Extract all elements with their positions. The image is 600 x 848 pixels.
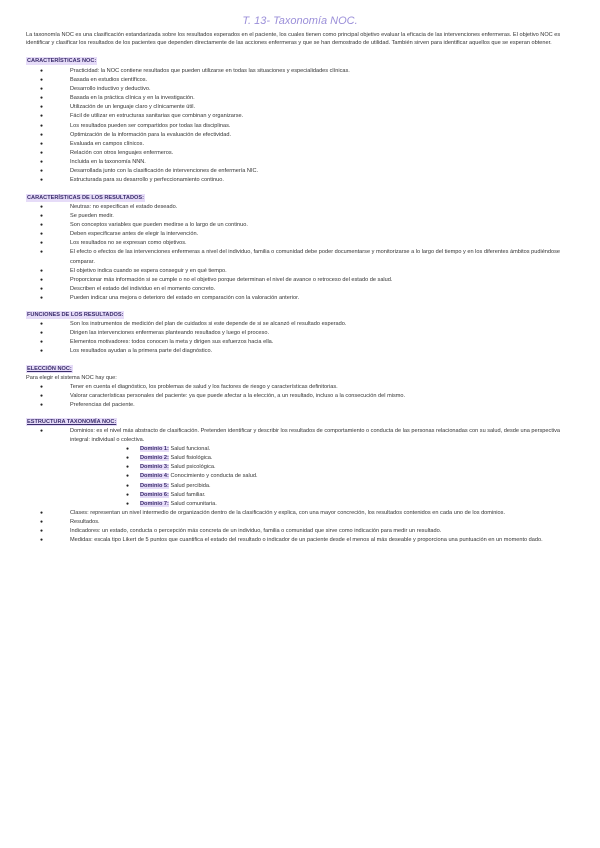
section-heading-eleccion-noc: ELECCIÓN NOC: <box>27 366 72 372</box>
list-item: ● Los resultados no se expresan como objetivos. <box>26 239 578 248</box>
dominio-item <box>70 445 578 454</box>
dominio-label: Dominio 6: <box>140 491 169 498</box>
list-item: ● Neutras: no especifican el estado deseado. <box>26 203 578 212</box>
dominio-text: Salud fisiológica. <box>168 455 213 462</box>
list-item: ● Son los instrumentos de medición del plan de cuidados si este depende de si se alcanzó el resultado esperado. <box>26 320 578 329</box>
section-heading-caracteristicas-resultados: CARACTERÍSTICAS DE LOS RESULTADOS: <box>27 195 144 201</box>
dominio-text: Salud funcional. <box>168 446 211 453</box>
list-item: ● Practicidad: la NOC contiene resultados que pueden utilizarse en todas las situaciones y especialidades clínicas. <box>26 67 578 76</box>
list-dominios <box>70 445 578 509</box>
list-item: ● Incluida en la taxonomía NNN. <box>26 158 578 167</box>
list-item: ● Evaluada en campos clínicos. <box>26 140 578 149</box>
intro-paragraph: La taxonomía NOC es una clasificación estandarizada sobre los resultados esperados en el paciente, los cuales tienen como principal objetivo evaluar la eficacia de las intervenciones enfermeras. El objetivo NOC es identificar y clasificar los resultados de los pacientes que dependen directamente de las acciones enfermeras y que se han demostrado de utilidad. También sirven para identificar aquellos que se esperan obtener. <box>26 32 561 47</box>
dominio-item <box>70 482 578 491</box>
list-item: ● Utilización de un lenguaje claro y clínicamente útil. <box>26 103 578 112</box>
list-item: ● Optimización de la información para la evaluación de efectividad. <box>26 131 578 140</box>
list-item: ● Los resultados pueden ser compartidos por todas las disciplinas. <box>26 122 578 131</box>
list-item: ● Desarrollo inductivo y deductivo. <box>26 85 578 94</box>
list-item: ● Fácil de utilizar en estructuras sanitarias que combinan y organizarse. <box>26 112 578 121</box>
list-estructura-taxonomia <box>26 427 578 545</box>
list-item: ● El efecto o efectos de las intervenciones enfermeras a nivel del individuo, familia o comunidad debe poder documentarse y monitorizarse a lo largo del tiempo y en los diferentes ámbitos pudiéndose comparar. <box>26 248 578 266</box>
dominio-text: Salud comunitaria. <box>168 500 217 507</box>
list-item: ● Desarrollada junto con la clasificación de intervenciones de enfermería NIC. <box>26 167 578 176</box>
list-item: ● Resultados. <box>26 518 578 527</box>
list-funciones-resultados <box>26 320 578 356</box>
dominio-item <box>70 472 578 481</box>
list-item: ● Dirigen las intervenciones enfermeras planteando resultados y luego el proceso. <box>26 329 578 338</box>
section-heading-caracteristicas-noc: CARACTERÍSTICAS NOC: <box>27 58 97 64</box>
dominio-label: Dominio 1: <box>140 446 169 453</box>
section-heading-estructura-taxonomia: ESTRUCTURA TAXONOMÍA NOC: <box>27 419 117 425</box>
list-item: ● Describen el estado del individuo en el momento concreto. <box>26 285 578 294</box>
list-item: ● Pueden indicar una mejora o deterioro del estado en comparación con la valoración anterior. <box>26 294 578 303</box>
list-item: ● Proporcionar más información si se cumple o no el objetivo porque determinan el nivel de avance o retroceso del estado de salud. <box>26 276 578 285</box>
list-item: ● Tener en cuenta el diagnóstico, los problemas de salud y los factores de riesgo y características definitorias. <box>26 383 578 392</box>
list-item: ● Deben especificarse antes de elegir la intervención. <box>26 230 578 239</box>
dominio-item <box>70 463 578 472</box>
dominio-item <box>70 454 578 463</box>
dominio-text: Salud psicológica. <box>168 464 216 471</box>
dominio-label: Dominio 4: <box>140 473 169 480</box>
list-item: ● Elementos motivadores: todos conocen la meta y dirigen sus esfuerzos hacia ella. <box>26 338 578 347</box>
list-eleccion-noc <box>26 383 578 410</box>
list-item: ● Los resultados ayudan a la primera parte del diagnóstico. <box>26 347 578 356</box>
dominio-item <box>70 500 578 509</box>
page-title: T. 13- Taxonomía NOC. <box>242 15 358 27</box>
dominio-item <box>70 491 578 500</box>
dominio-label: Dominio 2: <box>140 455 169 462</box>
list-item: ● Se pueden medir. <box>26 212 578 221</box>
dominio-label: Dominio 5: <box>140 482 169 489</box>
dominio-label: Dominio 3: <box>140 464 169 471</box>
list-item: ● Son conceptos variables que pueden medirse a lo largo de un continuo. <box>26 221 578 230</box>
section-heading-funciones-resultados: FUNCIONES DE LOS RESULTADOS: <box>27 312 124 318</box>
dominios-description: ● Dominios: es el nivel más abstracto de clasificación. Pretenden identificar y describir los resultados de comportamiento o conducta de las personas relacionadas con su salud, desde una perspectiva integral: individual o colectiva. <box>70 428 561 444</box>
list-caracteristicas-resultados <box>26 203 578 303</box>
list-item: ● El objetivo indica cuando se espera conseguir y en qué tiempo. <box>26 267 578 276</box>
list-item: ● Basada en la práctica clínica y en la investigación. <box>26 94 578 103</box>
list-item: ● Clases: representan un nivel intermedio de organización dentro de la clasificación y explica, con una mayor concreción, los resultados contenidos en cada uno de los dominios. <box>26 509 578 518</box>
dominio-text: Salud percibida. <box>168 482 211 489</box>
dominio-text: Salud familiar. <box>168 491 206 498</box>
list-caracteristicas-noc <box>26 67 578 185</box>
list-item: ● Preferencias del paciente. <box>26 401 578 410</box>
list-item: ● Estructurada para su desarrollo y perfeccionamiento continuo. <box>26 176 578 185</box>
dominio-text: Conocimiento y conducta de salud. <box>168 473 258 480</box>
eleccion-lead: Para elegir el sistema NOC hay que: <box>26 375 117 381</box>
list-item: ● Indicadores: un estado, conducta o percepción más concreta de un individuo, familia o comunidad que sirve como indicación para medir un resultado. <box>26 527 578 536</box>
list-item: ● Medidas: escala tipo Likert de 5 puntos que cuantifica el estado del resultado o indicador de un paciente desde el menos al más deseable y proporciona una puntuación en un momento dado. <box>26 536 578 545</box>
list-item-dominios <box>26 427 578 509</box>
dominio-label: Dominio 7: <box>140 500 169 507</box>
list-item: ● Basada en estudios científicos. <box>26 76 578 85</box>
list-item: ● Relación con otros lenguajes enfermeros. <box>26 149 578 158</box>
list-item: ● Valorar características personales del paciente: ya que puede afectar a la elección, a un resultado, incluso a la consecución del mismo. <box>26 392 578 401</box>
